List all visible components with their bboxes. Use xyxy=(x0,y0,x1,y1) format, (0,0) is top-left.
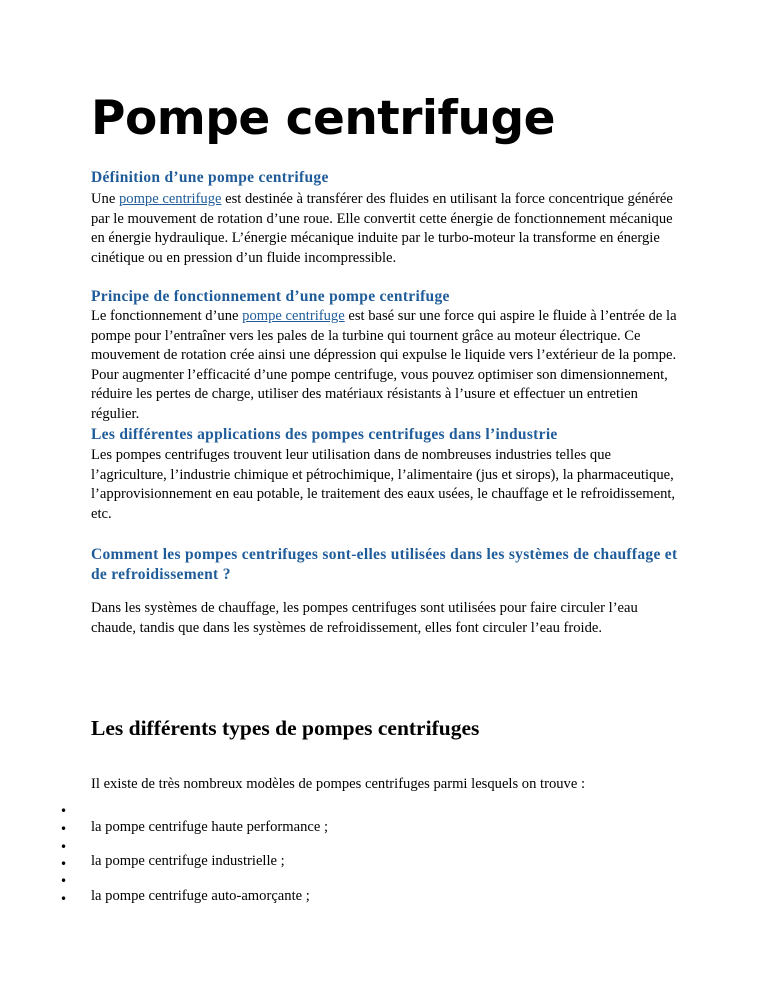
bullet-empty: • xyxy=(60,840,68,854)
paragraph-text: Le fonctionnement d’une xyxy=(91,308,243,324)
types-intro: Il existe de très nombreux modèles de pompes centrifuges parmi lesquels on trouve : xyxy=(91,776,586,792)
bullet-marker: • xyxy=(60,822,68,836)
list-item: la pompe centrifuge haute performance ; xyxy=(91,819,329,835)
section-paragraph-applications: Les pompes centrifuges trouvent leur utilisation dans de nombreuses industries telles que l’agriculture, l’industrie chimique et pétrochimique, l’alimentaire (jus et sirops), la pharmaceutique, l’approvisionnement en eau potable, le traitement des eaux usées, le chauffage et le refroidissement, etc. xyxy=(91,447,676,522)
list-item: la pompe centrifuge auto-amorçante ; xyxy=(91,888,310,904)
paragraph-text: est basé sur une force qui aspire le fluide à l’entrée de la pompe pour l’entraîner vers les pales de la turbine qui tournent grâce au moteur électrique. Ce mouvement de rotation crée ainsi une dépression qui expulse le liquide vers l’extérieur de la pompe. Pour augmenter l’efficacité d’une pompe centrifuge, vous pouvez optimiser son dimensionnement, réduire les pertes de charge, utiliser des matériaux résistants à l’usure et effectuer un entretien régulier. xyxy=(91,308,677,422)
section-paragraph-principe xyxy=(91,307,681,425)
bullet-empty: • xyxy=(60,804,68,818)
section-heading-principe: Principe de fonctionnement d’une pompe centrifuge xyxy=(91,288,450,305)
section-paragraph-chauffage: Dans les systèmes de chauffage, les pompes centrifuges sont utilisées pour faire circuler l’eau chaude, tandis que dans les systèmes de refroidissement, elles font circuler l’eau froide. xyxy=(91,600,638,636)
page-title: Pompe centrifuge xyxy=(91,91,555,146)
paragraph-text: Une xyxy=(91,191,119,207)
types-heading: Les différents types de pompes centrifuges xyxy=(91,716,480,740)
section-heading-definition: Définition d’une pompe centrifuge xyxy=(91,169,329,186)
pompe-centrifuge-link[interactable]: pompe centrifuge xyxy=(118,191,222,207)
pompe-centrifuge-link[interactable]: pompe centrifuge xyxy=(242,308,345,324)
bullet-empty: • xyxy=(60,874,68,888)
section-paragraph-definition xyxy=(91,190,681,268)
section-heading-applications: Les différentes applications des pompes centrifuges dans l’industrie xyxy=(91,426,558,443)
paragraph-text: est destinée à transférer des fluides en utilisant la force concentrique générée par le mouvement de rotation d’une roue. Elle convertit cette énergie de fonctionnement mécanique en énergie hydraulique. L’énergie mécanique induite par le turbo-moteur la transforme en énergie cinétique ou en pression d’un fluide incompressible. xyxy=(91,191,673,266)
section-heading-chauffage: Comment les pompes centrifuges sont-elles utilisées dans les systèmes de chauffage et de refroidissement ? xyxy=(91,546,678,583)
bullet-marker: • xyxy=(60,892,68,906)
list-item: la pompe centrifuge industrielle ; xyxy=(91,853,285,869)
bullet-marker: • xyxy=(60,857,68,871)
